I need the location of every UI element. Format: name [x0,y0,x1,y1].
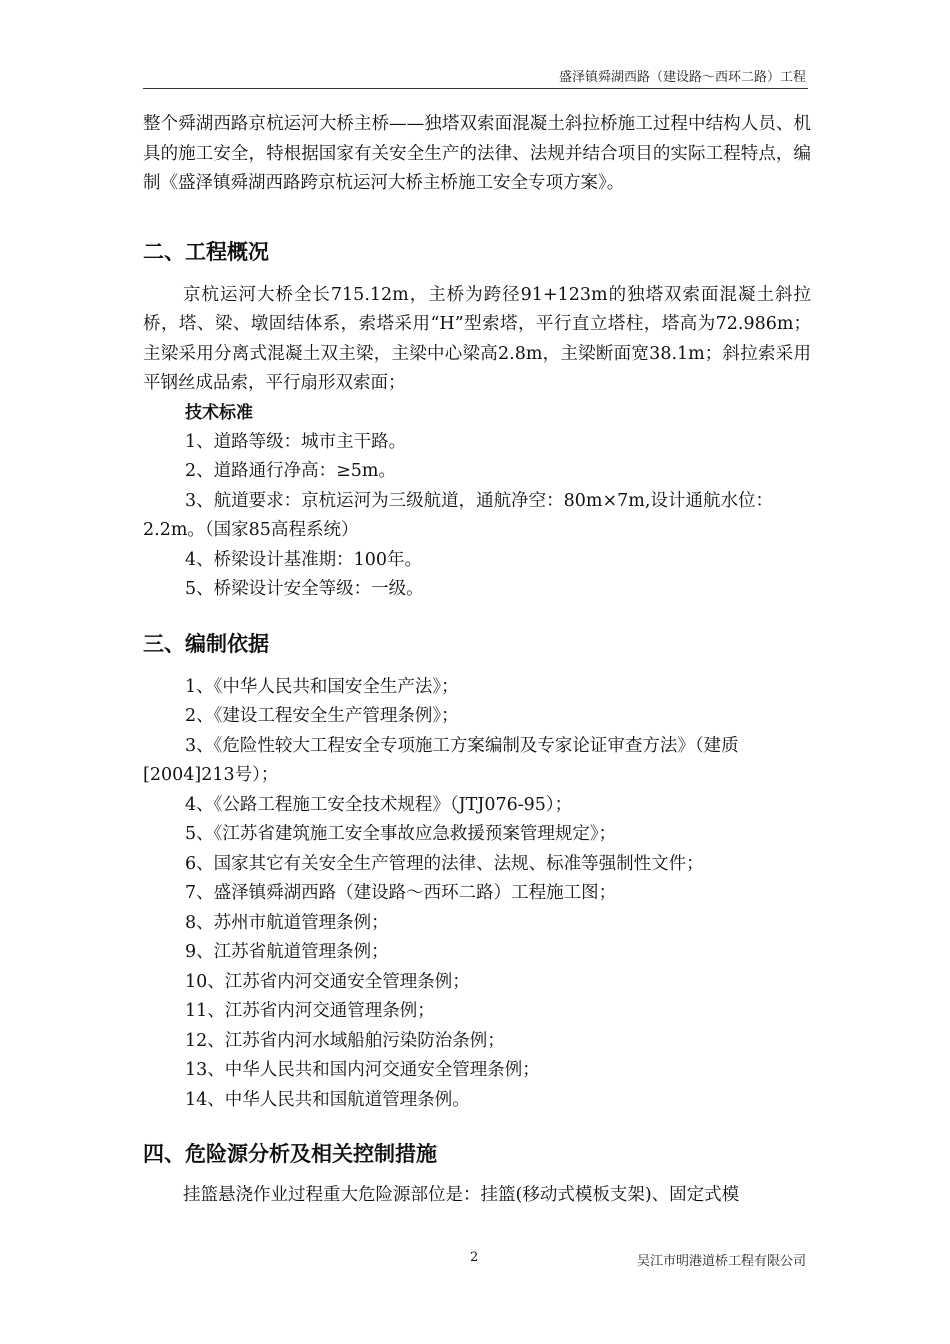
section-heading-basis: 三、编制依据 [143,631,269,656]
list-item: 9、江苏省航道管理条例； [185,942,389,962]
list-item: 10、江苏省内河交通安全管理条例； [185,971,470,992]
header-divider [143,88,808,89]
list-item: 12、江苏省内河水域船舶污染防治条例； [185,1030,505,1051]
running-header: 盛泽镇舜湖西路（建设路～西环二路）工程 [558,70,806,85]
list-item: 11、江苏省内河交通管理条例； [185,1001,435,1021]
footer-company: 吴江市明港道桥工程有限公司 [636,1254,806,1269]
list-item: 5、桥梁设计安全等级：一级。 [185,579,424,599]
section-heading-hazards: 四、危险源分析及相关控制措施 [143,1142,437,1166]
list-item: 5、《江苏省建筑施工安全事故应急救援预案管理规定》； [185,824,617,844]
intro-paragraph: 整个舜湖西路京杭运河大桥主桥——独塔双索面混凝土斜拉桥施工过程中结构人员、机具的施工安全，特根据国家有关安全生产的法律、法规并结合项目的实际工程特点，编制《盛泽镇舜湖西路跨京杭运河大桥主桥施工安全专项方案》。 [143,114,811,193]
list-item: 3、《危险性较大工程安全专项施工方案编制及专家论证审查方法》（建质[2004]213号）； [143,735,739,785]
page-number: 2 [470,1250,479,1265]
list-item: 4、《公路工程施工安全技术规程》（JTJ076-95）； [185,794,573,815]
list-item: 4、桥梁设计基准期：100年。 [185,549,423,570]
list-item: 1、道路等级：城市主干路。 [185,431,407,452]
list-item: 6、国家其它有关安全生产管理的法律、法规、标准等强制性文件； [185,853,704,874]
section-heading-overview: 二、工程概况 [143,239,269,264]
list-item: 13、中华人民共和国内河交通安全管理条例； [185,1060,540,1080]
tech-standards-subheading: 技术标准 [185,402,253,423]
list-item: 7、盛泽镇舜湖西路（建设路～西环二路）工程施工图； [185,883,617,903]
list-item: 2、道路通行净高：≥5m。 [185,461,397,481]
page-body [143,110,811,1211]
list-item: 1、《中华人民共和国安全生产法》； [185,676,459,697]
list-item: 14、中华人民共和国航道管理条例。 [185,1089,470,1110]
overview-paragraph: 京杭运河大桥全长715.12m，主桥为跨径91+123m的独塔双索面混凝土斜拉桥，塔、梁、墩固结体系，索塔采用“H”型索塔，平行直立塔柱，塔高为72.986m；主梁采用分离式混凝土双主梁，主梁中心梁高2.8m，主梁断面宽38.1m；斜拉索采用平钢丝成品索，平行扇形双索面； [143,284,811,393]
list-item: 2、《建设工程安全生产管理条例》； [185,706,459,726]
hazards-paragraph: 挂篮悬浇作业过程重大危险源部位是：挂篮(移动式模板支架)、固定式模 [183,1185,740,1205]
list-item: 8、苏州市航道管理条例； [185,912,389,933]
list-item: 3、航道要求：京杭运河为三级航道，通航净空：80m×7m,设计通航水位：2.2m。（国家85高程系统） [143,490,773,540]
